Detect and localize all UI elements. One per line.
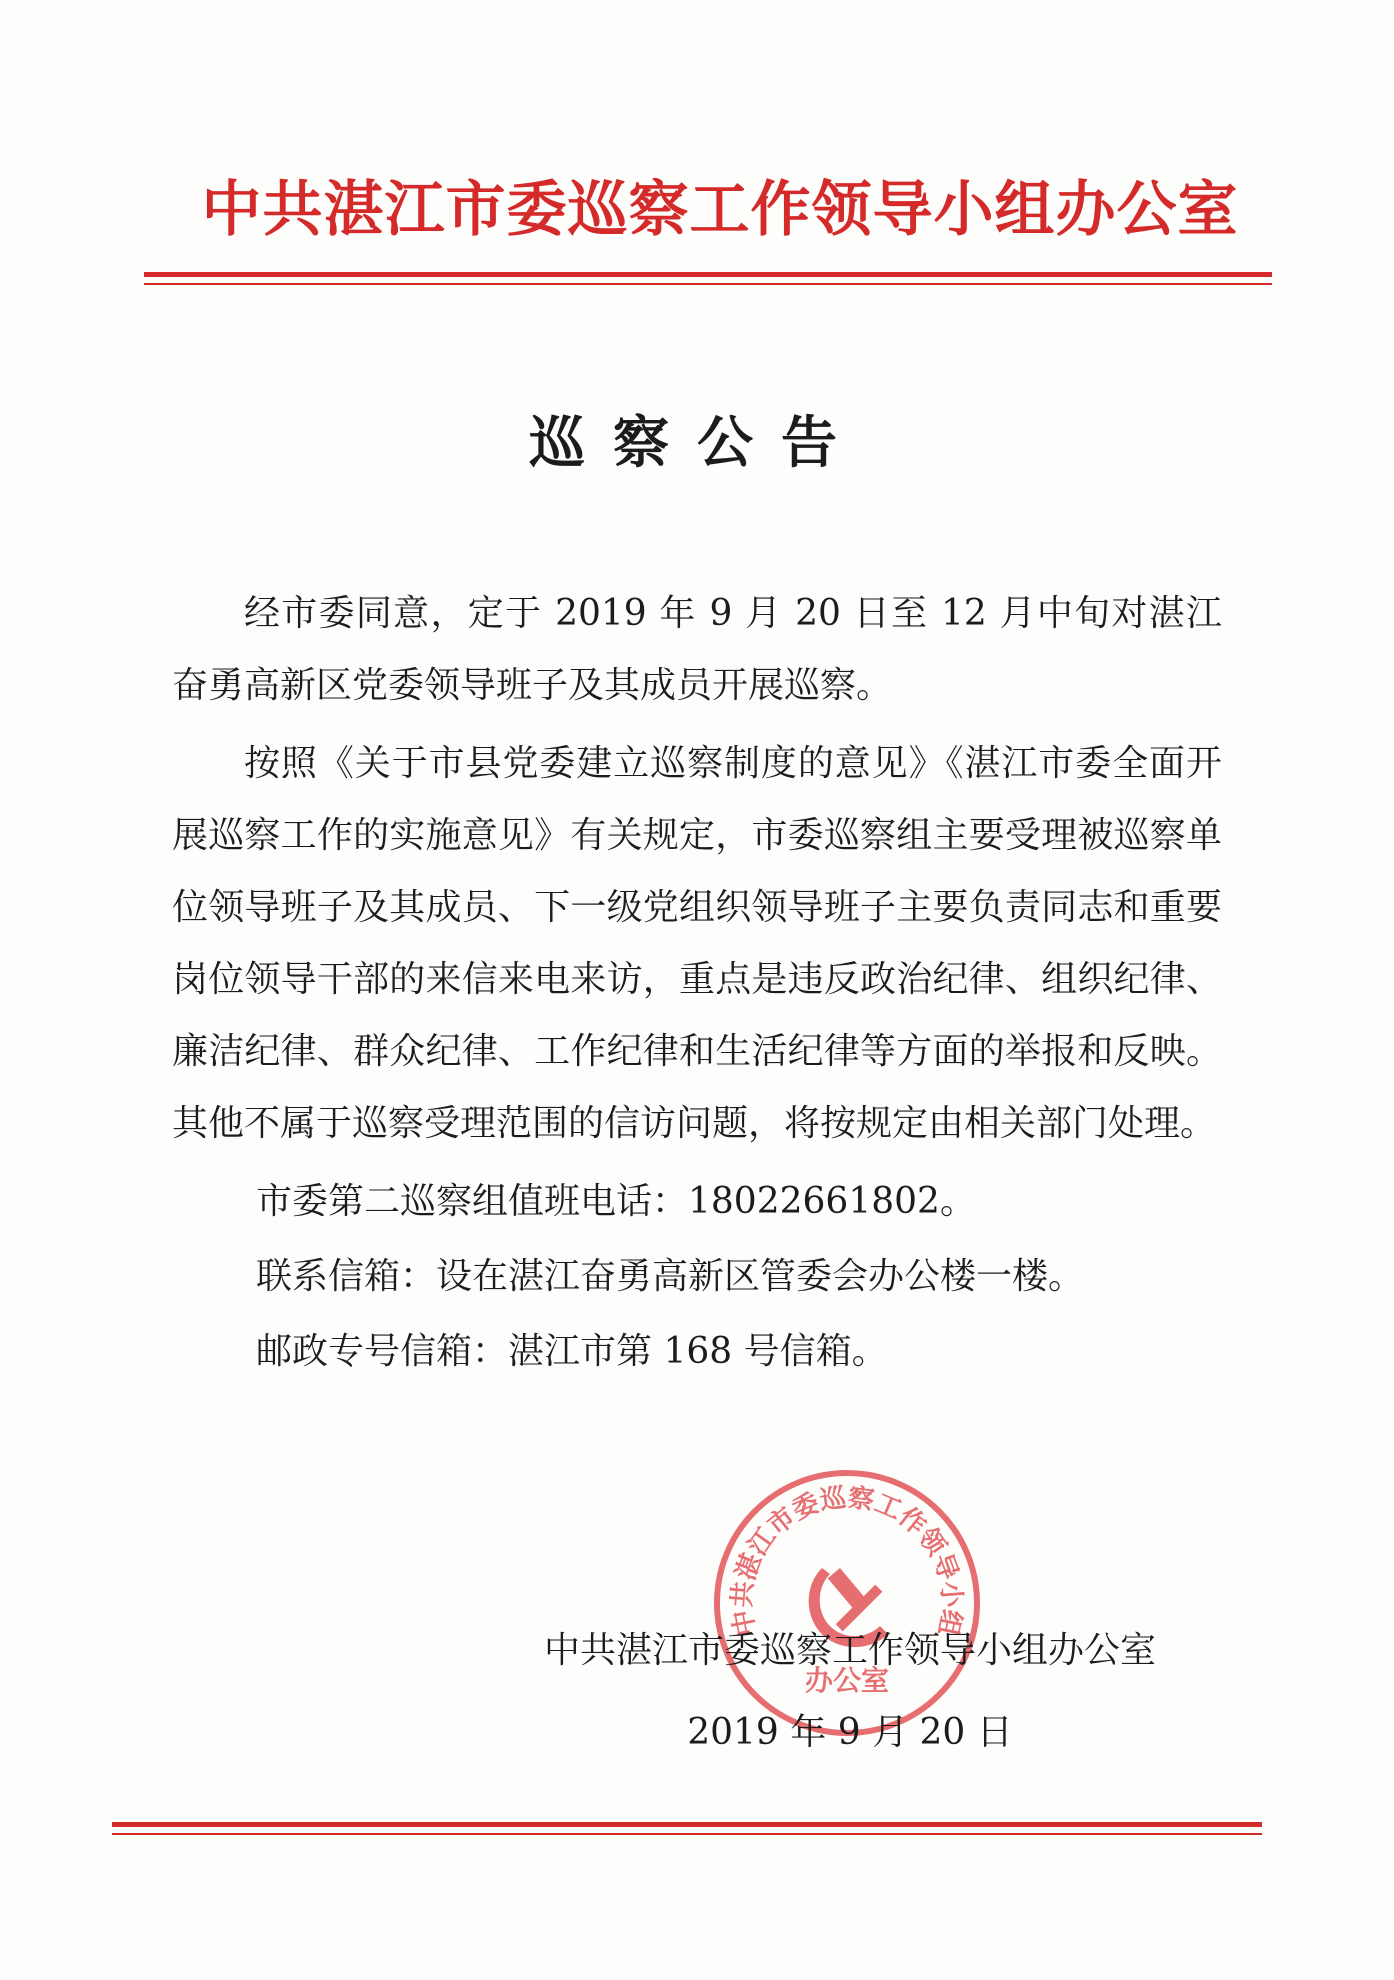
letterhead-title: 中共湛江市委巡察工作领导小组办公室 [201,175,1239,245]
seal-ring-text: 中共湛江市委巡察工作领导小组 [727,1482,967,1639]
paragraph-inspection-date: 经市委同意，定于 2019 年 9 月 20 日至 12 月中旬对湛江奋勇高新区党委领导班子及其成员开展巡察。 [172,593,1222,706]
signoff-date: 2019 年 9 月 20 日 [687,1712,1013,1753]
letterhead-rule-thin [144,283,1272,285]
letterhead-rule-thick [144,272,1272,277]
contact-phone: 市委第二巡察组值班电话：18022661802。 [256,1181,976,1222]
footer-rule-thin [112,1833,1262,1835]
notice-body [172,578,1222,1391]
signoff-block [500,1610,1200,1774]
paragraph-scope: 按照《关于市县党委建立巡察制度的意见》《湛江市委全面开展巡察工作的实施意见》有关规定，市委巡察组主要受理被巡察单位领导班子及其成员、下一级党组织领导班子主要负责同志和重要岗位领导干部的来信来电来访，重点是违反政治纪律、组织纪律、廉洁纪律、群众纪律、工作纪律和生活纪律等方面的举报和反映。其他不属于巡察受理范围的信访问题，将按规定由相关部门处理。 [172,743,1222,1144]
footer-rule-thick [112,1822,1262,1827]
document-title: 巡察公告 [529,410,865,476]
contact-mailbox: 联系信箱：设在湛江奋勇高新区管委会办公楼一楼。 [256,1256,1085,1297]
contact-postal-box: 邮政专号信箱：湛江市第 168 号信箱。 [256,1331,888,1372]
signoff-organization: 中共湛江市委巡察工作领导小组办公室 [543,1630,1156,1671]
seal-bottom-text: 办公室 [804,1664,890,1697]
